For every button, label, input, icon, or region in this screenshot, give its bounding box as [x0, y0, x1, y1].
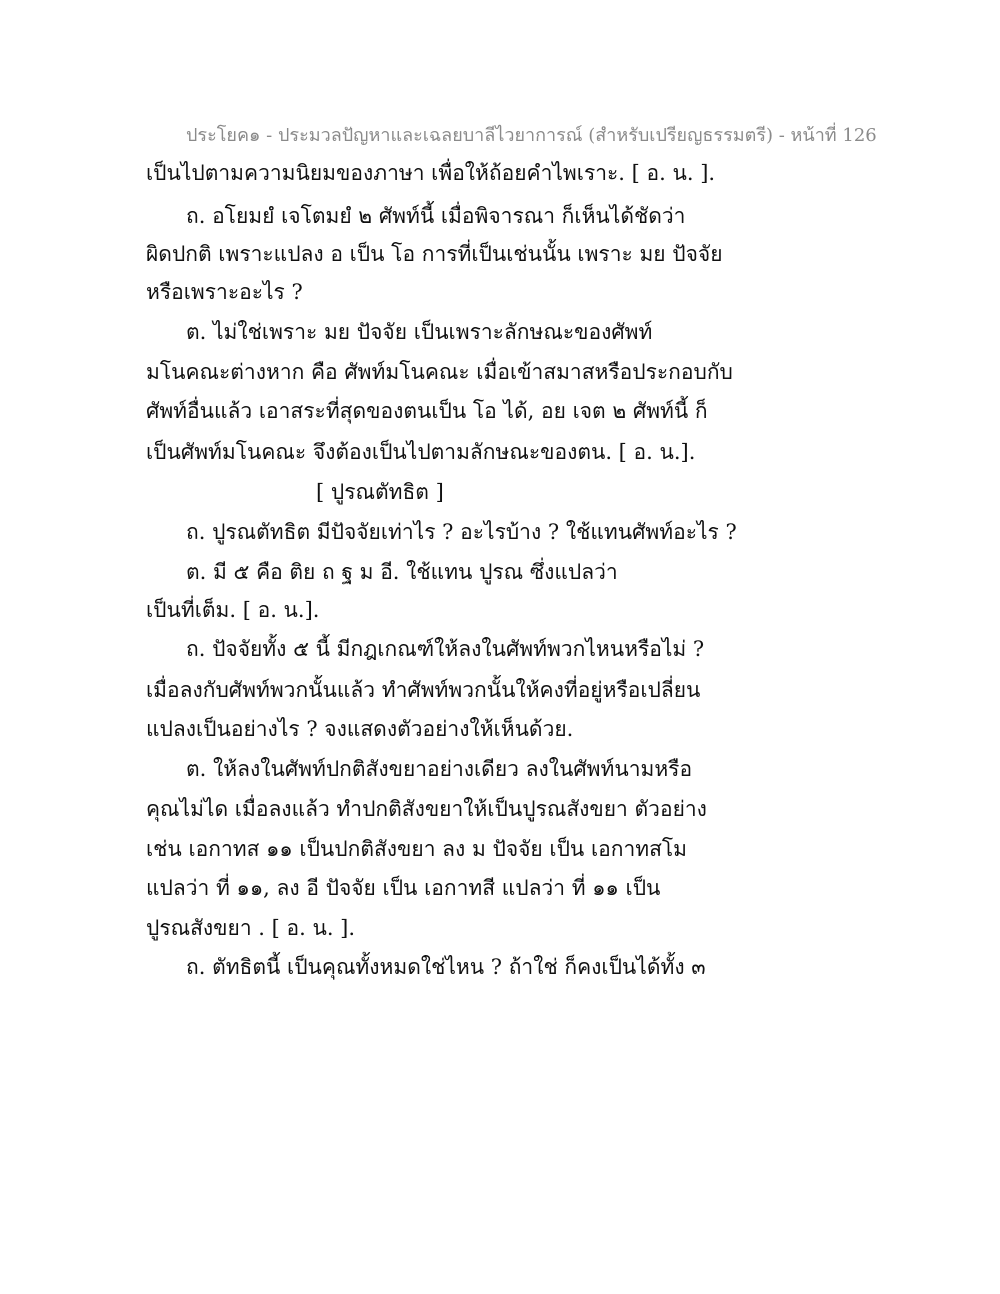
text-line: ผิดปกติ เพราะแปลง อ เป็น โอ การที่เป็นเช่นนั้น เพราะ มย ปัจจัย: [146, 242, 723, 266]
answer-line: ต. ไม่ใช่เพราะ มย ปัจจัย เป็นเพราะลักษณะของศัพท์: [186, 320, 653, 344]
question-line: ถ. ตัทธิตนี้ เป็นคุณทั้งหมดใช่ไหน ? ถ้าใช่ ก็คงเป็นได้ทั้ง ๓: [186, 955, 706, 979]
answer-line: ต. มี ๕ คือ ติย ถ ฐ ม อี. ใช้แทน ปูรณ ซึ่งแปลว่า: [186, 560, 618, 584]
question-line: ถ. อโยมยํ เจโตมยํ ๒ ศัพท์นี้ เมื่อพิจารณา ก็เห็นได้ชัดว่า: [186, 204, 686, 228]
text-line: เป็นไปตามความนิยมของภาษา เพื่อให้ถ้อยคำไพเราะ. [ อ. น. ].: [146, 161, 716, 185]
text-line: มโนคณะต่างหาก คือ ศัพท์มโนคณะ เมื่อเข้าสมาสหรือประกอบกับ: [146, 360, 733, 384]
question-line: ถ. ปูรณตัทธิต มีปัจจัยเท่าไร ? อะไรบ้าง ? ใช้แทนศัพท์อะไร ?: [186, 520, 737, 544]
text-line: ศัพท์อื่นแล้ว เอาสระที่สุดของตนเป็น โอ ได้, อย เจต ๒ ศัพท์นี้ ก็: [146, 399, 708, 423]
text-line: เป็นที่เต็ม. [ อ. น.].: [146, 598, 320, 622]
text-line: เมื่อลงกับศัพท์พวกนั้นแล้ว ทำศัพท์พวกนั้นให้คงที่อยู่หรือเปลี่ยน: [146, 678, 701, 702]
text-line: เช่น เอกาทส ๑๑ เป็นปกติสังขยา ลง ม ปัจจัย เป็น เอกาทสโม: [146, 837, 688, 861]
text-line: แปลว่า ที่ ๑๑, ลง อี ปัจจัย เป็น เอกาทสี แปลว่า ที่ ๑๑ เป็น: [146, 876, 661, 900]
section-heading: [ ปูรณตัทธิต ]: [316, 480, 444, 504]
text-line: เป็นศัพท์มโนคณะ จึงต้องเป็นไปตามลักษณะของตน. [ อ. น.].: [146, 440, 696, 464]
page-header: ประโยค๑ - ประมวลปัญหาและเฉลยบาลีไวยาการณ์ (สำหรับเปรียญธรรมตรี) - หน้าที่ 126: [186, 125, 877, 146]
question-line: ถ. ปัจจัยทั้ง ๕ นี้ มีกฎเกณฑ์ให้ลงในศัพท์พวกไหนหรือไม่ ?: [186, 637, 705, 661]
text-line: แปลงเป็นอย่างไร ? จงแสดงตัวอย่างให้เห็นด้วย.: [146, 717, 574, 741]
text-line: คุณไม่ได เมื่อลงแล้ว ทำปกติสังขยาให้เป็นปูรณสังขยา ตัวอย่าง: [146, 797, 707, 821]
text-line: หรือเพราะอะไร ?: [146, 280, 303, 304]
answer-line: ต. ให้ลงในศัพท์ปกติสังขยาอย่างเดียว ลงในศัพท์นามหรือ: [186, 757, 693, 781]
text-line: ปูรณสังขยา . [ อ. น. ].: [146, 916, 356, 940]
